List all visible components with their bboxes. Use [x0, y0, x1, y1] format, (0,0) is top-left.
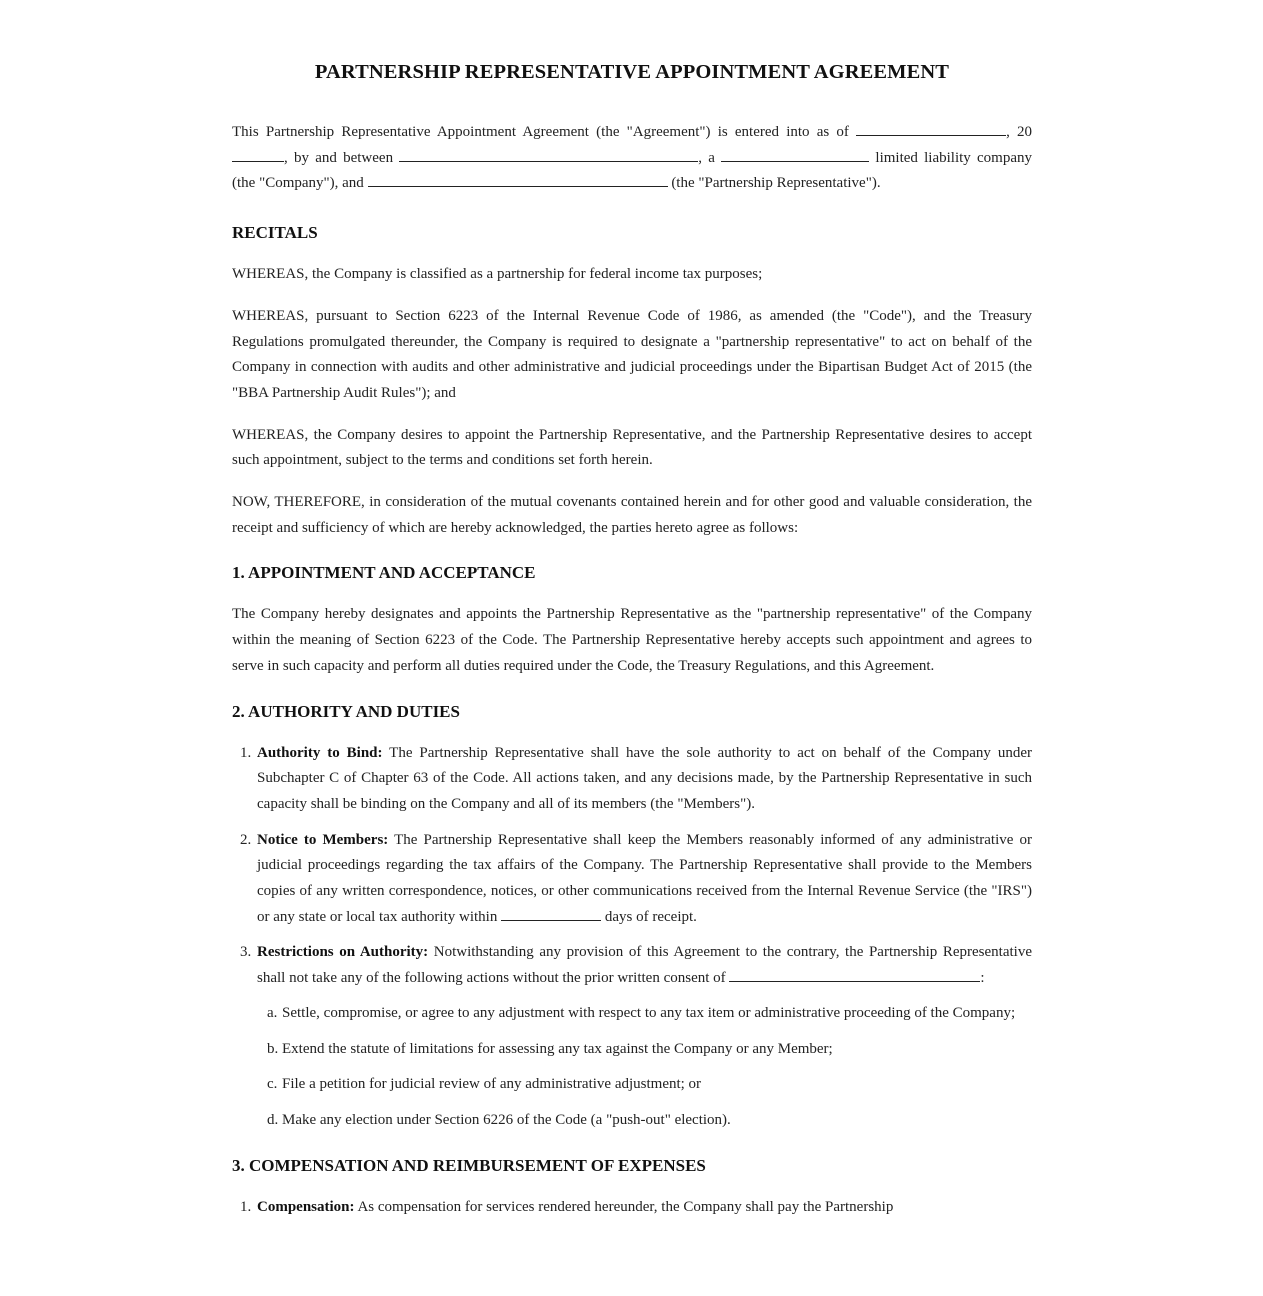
sublist-item — [267, 1001, 1032, 1027]
sublist-item-letter: b. — [267, 1040, 279, 1057]
intro-text-4: , a — [698, 149, 722, 166]
intro-paragraph — [232, 120, 1032, 197]
restrictions-sublist — [257, 1001, 1032, 1134]
sublist-item-text: Settle, compromise, or agree to any adjustment with respect to any tax item or administrative proceeding of the Company; — [282, 1004, 1016, 1021]
list-item-text: As compensation for services rendered hereunder, the Company shall pay the Partnership — [354, 1198, 894, 1215]
list-item-number: 1. — [240, 1198, 252, 1215]
list-item-label: Compensation: — [257, 1198, 355, 1215]
list-item — [240, 940, 1032, 1133]
date-blank[interactable] — [856, 121, 1006, 136]
days-blank[interactable] — [501, 906, 601, 921]
list-item — [240, 741, 1032, 818]
intro-text-2: , 20 — [1006, 124, 1033, 140]
intro-text-6: (the "Partnership Representative"). — [667, 175, 881, 192]
document-title: PARTNERSHIP REPRESENTATIVE APPOINTMENT AGREEMENT — [314, 61, 950, 83]
list-item-text-after: : — [980, 970, 985, 987]
consent-party-blank[interactable] — [729, 967, 980, 982]
list-item-label: Notice to Members: — [257, 831, 389, 848]
recitals-heading: RECITALS — [232, 223, 318, 243]
section-3-heading: 3. COMPENSATION AND REIMBURSEMENT OF EXPENSES — [232, 1155, 706, 1175]
sublist-item-letter: c. — [267, 1076, 278, 1093]
sublist-item — [267, 1108, 1032, 1134]
list-item-text-after: days of receipt. — [601, 908, 697, 925]
company-name-blank[interactable] — [399, 147, 698, 162]
section-1-heading: 1. APPOINTMENT AND ACCEPTANCE — [232, 563, 536, 583]
section-1-paragraph: The Company hereby designates and appoints the Partnership Representative as the "partnership representative" of the Company within the meaning of Section 6223 of the Code. The Partnership Representative hereby accepts such appointment and agrees to serve in such capacity and perform all duties required under the Code, the Treasury Regulations, and this Agreement. — [232, 606, 1032, 674]
year-blank[interactable] — [232, 147, 284, 162]
sublist-item-letter: d. — [267, 1111, 279, 1128]
sublist-item-text: File a petition for judicial review of any administrative adjustment; or — [282, 1076, 702, 1093]
list-item-text: Notwithstanding any provision of this Agreement to the contrary, the Partnership Representative shall not take any of the following actions without the prior written consent of — [257, 944, 1032, 987]
document-page — [232, 0, 1032, 1230]
sublist-item-letter: a. — [267, 1004, 278, 1021]
list-item-text: The Partnership Representative shall have the sole authority to act on behalf of the Company under Subchapter C of Chapter 63 of the Code. All actions taken, and any decisions made, by the Partnership Representative in such capacity shall be binding on the Company and all of its members (the "Members"). — [257, 744, 1032, 812]
intro-text-3: , by and between — [284, 149, 400, 166]
list-item-number: 1. — [240, 744, 252, 761]
recital-paragraph-3: WHEREAS, the Company desires to appoint the Partnership Representative, and the Partnership Representative desires to accept such appointment, subject to the terms and conditions set forth herein. — [232, 426, 1032, 469]
sublist-item-text: Extend the statute of limitations for assessing any tax against the Company or any Member; — [282, 1040, 833, 1057]
list-item — [240, 1195, 1032, 1221]
sublist-item — [267, 1072, 1032, 1098]
sublist-item-text: Make any election under Section 6226 of the Code (a "push-out" election). — [282, 1111, 731, 1128]
state-blank[interactable] — [721, 147, 869, 162]
intro-text-1: This Partnership Representative Appointment Agreement (the "Agreement") is entered into as of — [232, 124, 857, 140]
list-item — [240, 828, 1032, 931]
recital-paragraph-1: WHEREAS, the Company is classified as a partnership for federal income tax purposes; — [232, 266, 763, 283]
section-3-list — [232, 1195, 1032, 1221]
representative-name-blank[interactable] — [368, 172, 668, 187]
sublist-item — [267, 1037, 1032, 1063]
list-item-text: The Partnership Representative shall keep the Members reasonably informed of any administrative or judicial proceedings regarding the tax affairs of the Company. The Partnership Representative shall provide to the Members copies of any written correspondence, notices, or other communications received from the Internal Revenue Service (the "IRS") or any state or local tax authority within — [257, 831, 1032, 925]
section-2-list — [232, 741, 1032, 1134]
recital-paragraph-4: NOW, THEREFORE, in consideration of the mutual covenants contained herein and for other good and valuable consideration, the receipt and sufficiency of which are hereby acknowledged, the parties hereto agree as follows: — [232, 494, 1032, 536]
list-item-number: 3. — [240, 944, 252, 961]
list-item-label: Authority to Bind: — [257, 744, 383, 761]
list-item-label: Restrictions on Authority: — [257, 944, 429, 961]
intro-text-5: limited liability company (the "Company"), and — [232, 149, 1032, 192]
section-2-heading: 2. AUTHORITY AND DUTIES — [232, 701, 460, 721]
recital-paragraph-2: WHEREAS, pursuant to Section 6223 of the Internal Revenue Code of 1986, as amended (the "Code"), and the Treasury Regulations promulgated thereunder, the Company is required to designate a "partnership representative" to act on behalf of the Company in connection with audits and other administrative and judicial proceedings under the Bipartisan Budget Act of 2015 (the "BBA Partnership Audit Rules"); and — [232, 307, 1032, 401]
list-item-number: 2. — [240, 831, 252, 848]
